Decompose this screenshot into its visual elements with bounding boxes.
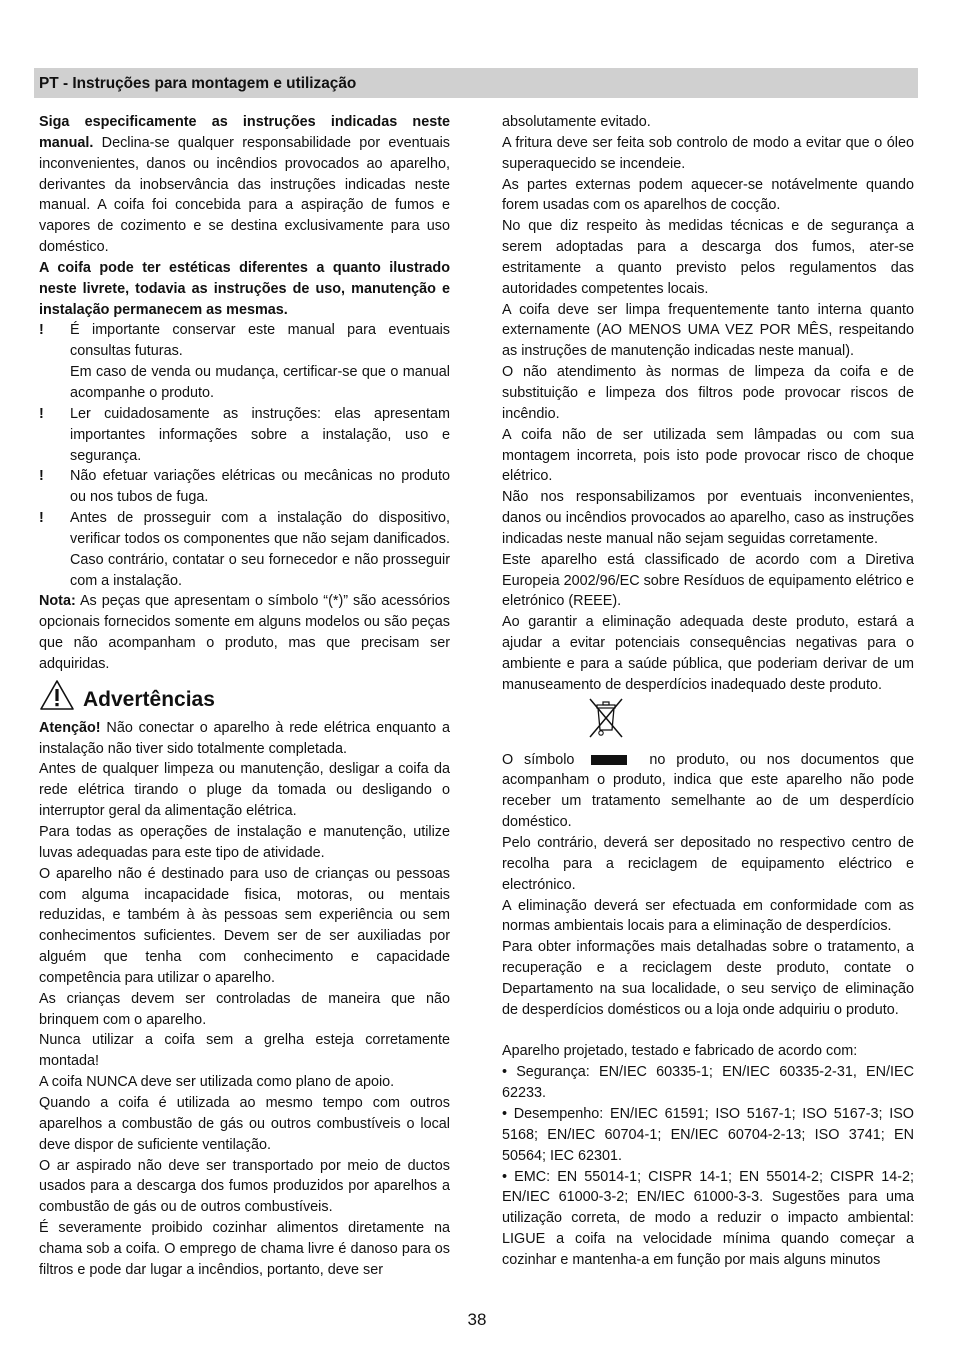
attention-paragraph [39, 718, 450, 760]
warning-paragraph: A coifa deve ser limpa frequentemente tanto interna quanto externamente (AO MENOS UMA VEZ POR MÊS, respeitando as instruções de manutenção indicadas neste manual). [502, 301, 914, 360]
bullet-item [39, 466, 450, 508]
warning-paragraph: Antes de qualquer limpeza ou manutenção, desligar a coifa da rede elétrica tirando o pluge da tomada ou desligando o interruptor geral da alimentação elétrica. [39, 761, 450, 820]
section-title: PT - Instruções para montagem e utilização [39, 75, 357, 92]
warning-triangle-icon [39, 679, 75, 711]
bullet-item [39, 404, 450, 467]
standards-intro: Aparelho projetado, testado e fabricado de acordo com: [502, 1043, 858, 1060]
bullet-text: É importante conservar este manual para eventuais consultas futuras. [70, 322, 450, 360]
left-column [39, 112, 450, 1281]
bullet-text: Não efetuar variações elétricas ou mecânicas no produto ou nos tubos de fuga. [70, 468, 450, 506]
weee-paragraph: Para obter informações mais detalhadas sobre o tratamento, a recuperação e a reciclagem deste produto, contate o Departamento na sua localidade, o seu serviço de eliminação de desperdícios domésticos ou a loja onde adquiriu o produto. [502, 939, 914, 1018]
warnings-heading [39, 675, 450, 718]
note-text: As peças que apresentam o símbolo “(*)” são acessórios opcionais fornecidos somente em alguns modelos ou são peças que não acompanham o produto, mas que precisam ser adquiridas. [39, 593, 450, 672]
note-paragraph [39, 591, 450, 674]
warning-paragraph: No que diz respeito às medidas técnicas e de segurança a serem adoptadas para a descarga dos fumos, ater-se estritamente a quanto previsto pelos regulamentos das autoridades competentes locais. [502, 218, 914, 297]
attention-text: Não conectar o aparelho à rede elétrica enquanto a instalação não tiver sido totalmente completada. [39, 719, 450, 757]
weee-paragraph: A eliminação deverá ser efectuada em conformidade com as normas ambientais locais para a eliminação de desperdícios. [502, 897, 914, 935]
weee-symbol-area [502, 696, 914, 750]
warnings-title: Advertências [83, 687, 215, 711]
intro-lead-bold: Siga especificamente as instruções indicadas neste manual. [39, 114, 450, 151]
bullet-text: Antes de prosseguir com a instalação do dispositivo, verificar todos os componentes que não sejam danificados. Caso contrário, contatar o seu fornecedor e não prosseguir com a instalação. [70, 510, 450, 589]
weee-symbol-suffix: no produto, ou nos documentos que acompanham o produto, indica que este aparelho não pode receber um tratamento semelhante ao de um desperdício doméstico. [502, 751, 914, 831]
standards-item: • Segurança: EN/IEC 60335-1; EN/IEC 60335-2-31, EN/IEC 62233. [502, 1064, 914, 1102]
bullet-item [39, 508, 450, 591]
page-number: 38 [467, 1310, 487, 1329]
warning-paragraph: Nunca utilizar a coifa sem a grelha esteja corretamente montada! [39, 1032, 450, 1070]
spacer [502, 1021, 914, 1042]
bullet-item [39, 320, 450, 403]
warning-paragraph: Ao garantir a eliminação adequada deste produto, estará a ajudar a evitar potenciais consequências negativas para o ambiente e para a saúde pública, que poderiam derivar de um manuseamento de desperdícios inadequado deste produto. [502, 614, 914, 693]
attention-label: Atenção! [39, 719, 101, 736]
warning-paragraph: O não atendimento às normas de limpeza da coifa e de substituição e limpeza dos filtros pode provocar riscos de incêndio. [502, 364, 914, 422]
warning-paragraph: As partes externas podem aquecer-se notávelmente quando forem usadas com os aparelhos de cocção. [502, 176, 914, 214]
exclamation-mark-icon: ! [39, 510, 44, 527]
bullet-extra-text: Em caso de venda ou mudança, certificar-se que o manual acompanhe o produto. [70, 364, 450, 401]
weee-symbol-prefix: O símbolo [502, 751, 575, 768]
black-bar-symbol-icon [591, 755, 627, 765]
crossed-out-bin-icon [586, 696, 626, 740]
exclamation-mark-icon: ! [39, 322, 44, 339]
intro-lead-rest: Declina-se qualquer responsabilidade por eventuais inconvenientes, danos ou incêndios provocados ao aparelho, derivantes da inobservância das instruções indicadas neste manual. A coifa foi concebida para a aspiração de fumos e vapores de cozimento e se destina exclusivamente para uso doméstico. [39, 134, 450, 256]
warning-paragraph: A coifa NUNCA deve ser utilizada como plano de apoio. [39, 1074, 395, 1091]
warning-paragraph: A fritura deve ser feita sob controlo de modo a evitar que o óleo superaquecido se incendeie. [502, 134, 914, 172]
warning-paragraph: O ar aspirado não deve ser transportado por meio de ductos usados para a descarga dos fumos produzidos por aparelhos a combustão de gás ou de outros combustíveis. [39, 1157, 450, 1216]
section-header [34, 68, 918, 98]
warning-paragraph: A coifa não de ser utilizada sem lâmpadas ou com sua montagem incorreta, pois isto pode provocar risco de choque elétrico. [502, 426, 914, 485]
aesthetic-notice: A coifa pode ter estéticas diferentes a quanto ilustrado neste livrete, todavia as instruções de uso, manutenção e instalação permanecem as mesmas. [39, 259, 450, 318]
warning-paragraph: Quando a coifa é utilizada ao mesmo tempo com outros aparelhos a combustão de gás ou outros combustíveis o local deve dispor de suficiente ventilação. [39, 1094, 450, 1153]
bullet-text: Ler cuidadosamente as instruções: elas apresentam importantes informações sobre a instalação, uso e segurança. [70, 405, 450, 464]
warning-paragraph: Para todas as operações de instalação e manutenção, utilize luvas adequadas para este tipo de atividade. [39, 824, 450, 861]
right-column [502, 112, 914, 1271]
note-label: Nota: [39, 593, 76, 610]
exclamation-mark-icon: ! [39, 468, 44, 485]
warning-paragraph: É severamente proibido cozinhar alimentos diretamente na chama sob a coifa. O emprego de chama livre é danoso para os filtros e pode dar lugar a incêndios, portanto, deve ser [39, 1220, 450, 1278]
warning-paragraph: Não nos responsabilizamos por eventuais inconvenientes, danos ou incêndios provocados ao aparelho, caso as instruções indicadas neste manual não sejam seguidas corretamente. [502, 489, 914, 547]
exclamation-mark-icon: ! [39, 405, 44, 422]
weee-symbol-paragraph [502, 750, 914, 833]
weee-paragraph: Pelo contrário, deverá ser depositado no respectivo centro de recolha para a reciclagem de equipamento eléctrico e electrónico. [502, 835, 914, 893]
standards-item: • Desempenho: EN/IEC 61591; ISO 5167-1; ISO 5167-3; ISO 5168; EN/IEC 60704-1; EN/IEC 60704-2-13; ISO 3741; EN 50564; IEC 62301. [502, 1105, 914, 1164]
intro-paragraph [39, 112, 450, 258]
warning-paragraph: As crianças devem ser controladas de maneira que não brinquem com o aparelho. [39, 990, 450, 1028]
standards-item: • EMC: EN 55014-1; CISPR 14-1; EN 55014-2; CISPR 14-2; EN/IEC 61000-3-2; EN/IEC 61000-3-3. Sugestões para uma utilização correta, de modo a reduzir o impacto ambiental: LIGUE a coifa na velocidade mínima quando começar a cozinhar e mantenha-a em função por mais alguns minutos [502, 1168, 914, 1268]
warning-paragraph: absolutamente evitado. [502, 114, 651, 130]
warning-paragraph: Este aparelho está classificado de acordo com a Diretiva Europeia 2002/96/EC sobre Resíduos de equipamento elétrico e eletrónico (REEE). [502, 551, 915, 610]
warning-paragraph: O aparelho não é destinado para uso de crianças ou pessoas com alguma incapacidade fisica, motoras, ou mentais reduzidas, e também à às pessoas sem experiência ou sem conhecimentos suficientes. Devem ser de ser auxiliadas por alguém que tenha com conhecimento e capacidade competência para utilizar o aparelho. [39, 865, 450, 986]
